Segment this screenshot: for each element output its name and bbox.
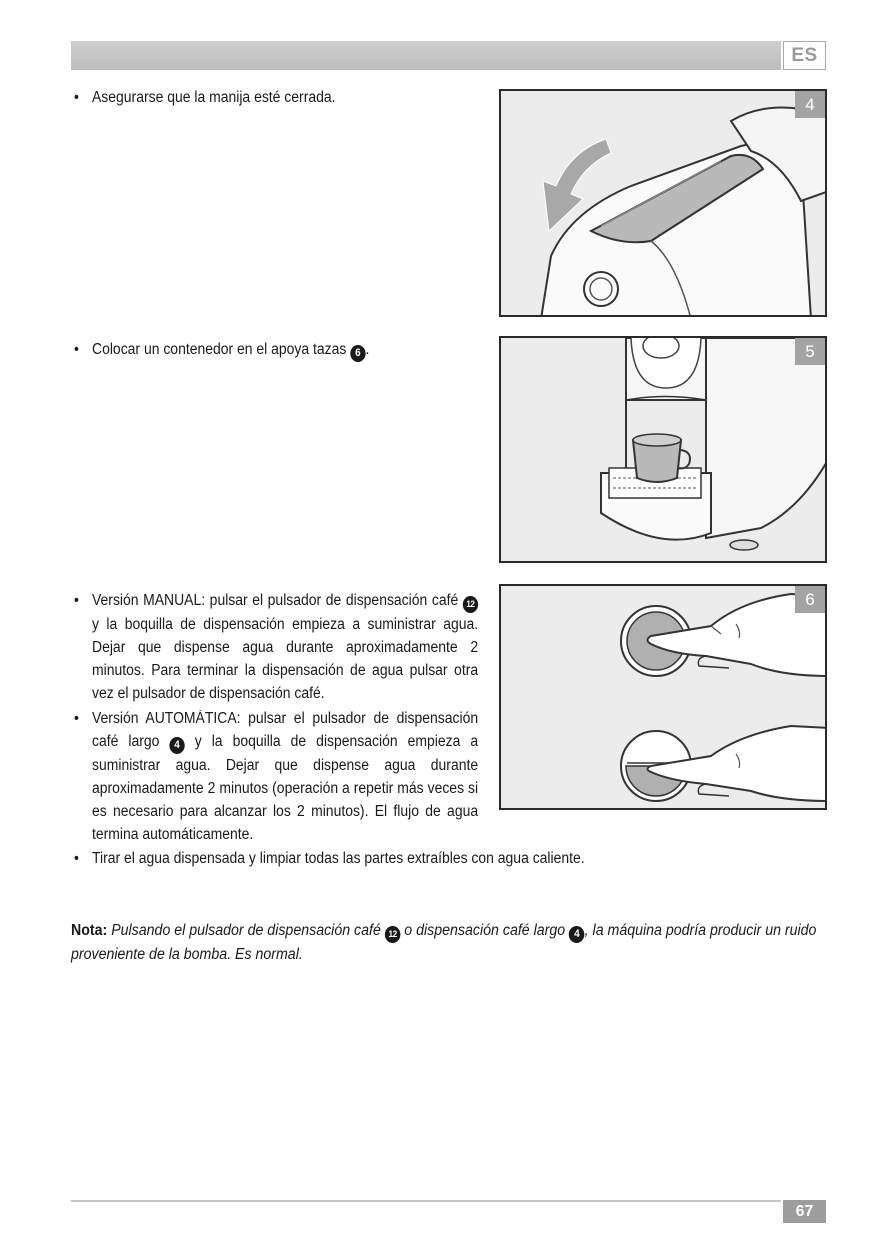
step-automatic-version [74, 707, 479, 846]
bullet-dot: • [74, 850, 79, 867]
bullet-dot: • [74, 592, 79, 609]
bullet-dot: • [74, 89, 79, 106]
note-label: Nota: [71, 922, 108, 939]
step-text: Versión MANUAL: pulsar el pulsador de dispensación café [92, 592, 459, 609]
step-text: Versión AUTOMÁTICA: pulsar el pulsador de dispensación café largo [92, 710, 479, 750]
ref-number-badge: 12 [385, 926, 401, 943]
figure-number: 6 [795, 586, 825, 613]
note-text: Pulsando el pulsador de dispensación café [111, 922, 381, 939]
bullet-dot: • [74, 341, 79, 358]
bullet-dot: • [74, 710, 79, 727]
machine-lever-illustration [501, 91, 827, 317]
footer-divider [71, 1200, 781, 1202]
ref-number-badge: 6 [350, 345, 365, 362]
figure-6 [499, 584, 827, 810]
step-manual-version [74, 589, 479, 705]
step-text-end: y la boquilla de dispensación empieza a suministrar agua. Dejar que dispense agua durante aproximadamente 2 minutos. Para terminar la dispensación de agua pulsar otra vez el pulsador de dispensación café. [92, 616, 479, 702]
note-paragraph [71, 919, 825, 967]
step-close-lever [74, 86, 470, 109]
figure-5 [499, 336, 827, 563]
ref-number-badge: 4 [169, 737, 184, 754]
note-text: o dispensación café largo [404, 922, 566, 939]
figure-4 [499, 89, 827, 317]
figure-number: 4 [795, 91, 825, 118]
language-badge: ES [783, 41, 826, 70]
page-number: 67 [783, 1200, 826, 1223]
figure-number: 5 [795, 338, 825, 365]
cup-on-tray-illustration [501, 338, 827, 563]
step-text: Asegurarse que la manija esté cerrada. [92, 89, 336, 106]
ref-number-badge: 4 [569, 926, 585, 943]
step-text: Tirar el agua dispensada y limpiar todas las partes extraíbles con agua caliente. [92, 850, 585, 867]
ref-number-badge: 12 [463, 596, 478, 613]
button-press-illustration [501, 586, 827, 810]
step-text: Colocar un contenedor en el apoya tazas [92, 341, 347, 358]
step-text-end: y la boquilla de dispensación empieza a suministrar agua. Dejar que dispense agua durante aproximadamente 2 minutos (operación a repetir más veces si es necesario para alcanzar los 2 minutos). El flujo de agua termina automáticamente. [92, 733, 479, 843]
step-place-container [74, 338, 470, 362]
step-discard-water [74, 847, 668, 870]
note-text: , la máquina podría producir un ruido proveniente de la bomba. Es normal. [71, 922, 817, 963]
step-text-end: . [365, 341, 370, 358]
header-bar [71, 41, 781, 70]
